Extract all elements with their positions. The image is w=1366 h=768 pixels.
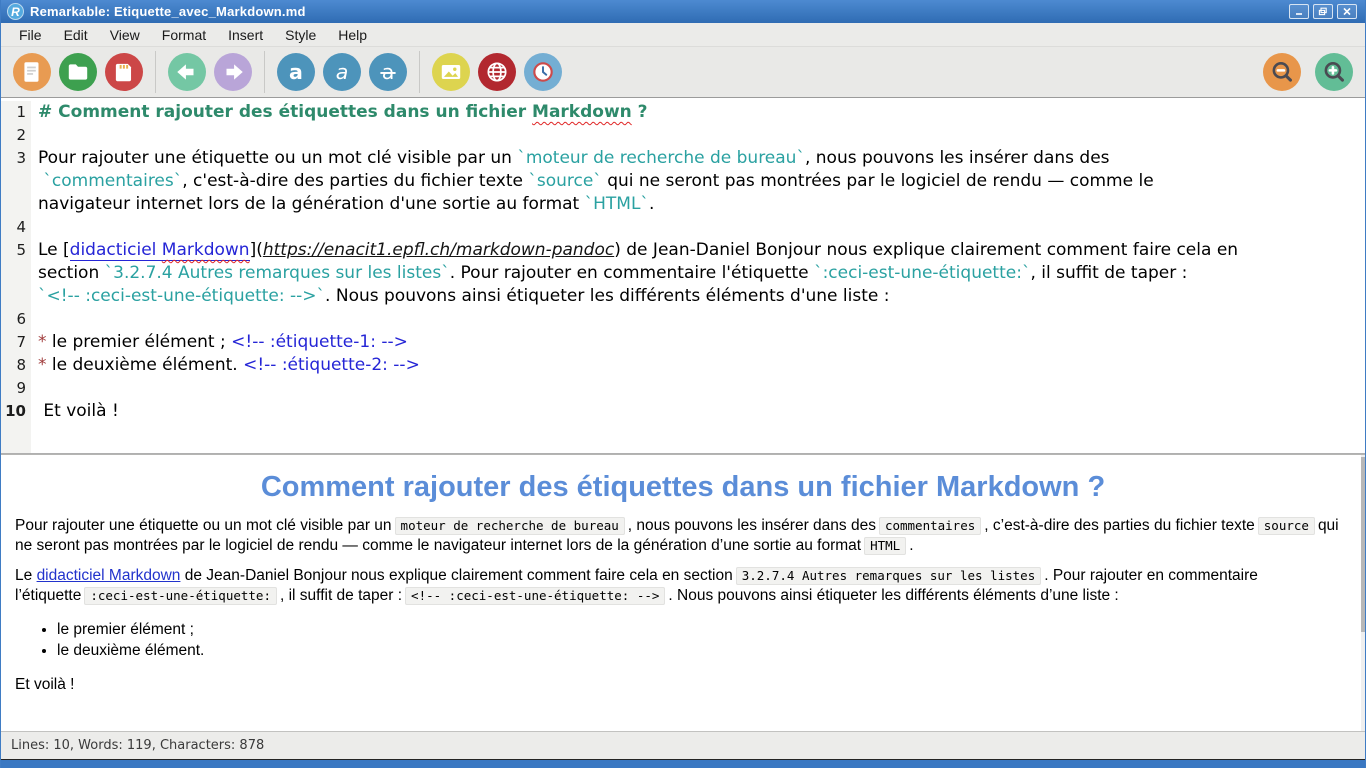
editor-row[interactable] — [1, 377, 1365, 400]
title-bar[interactable] — [1, 0, 1365, 23]
clock-icon — [530, 59, 556, 85]
insert-link-button[interactable] — [478, 53, 516, 91]
editor-row[interactable] — [1, 239, 1365, 262]
toolbar-zoom-group — [1263, 53, 1353, 91]
line-number — [1, 193, 31, 216]
svg-text:a: a — [289, 60, 303, 85]
preview-paragraph: Pour rajouter une étiquette ou un mot clé visible par un moteur de recherche de bureau , nous pouvons les insérer dans des commentaires , c’est-à-dire des parties du fichier texte source qui ne seront pas montrées par le logiciel de rendu — comme le navigateur internet lors de la génération d’une sortie au format HTML . — [15, 517, 1339, 554]
preview-pane — [1, 454, 1365, 731]
editor-row[interactable] — [1, 354, 1365, 377]
menu-item-style[interactable]: Style — [285, 26, 317, 43]
open-folder-icon — [65, 59, 91, 85]
insert-image-button[interactable] — [432, 53, 470, 91]
editor-row[interactable] — [1, 285, 1365, 308]
line-number: 4 — [1, 216, 31, 239]
editor-line-text — [31, 124, 38, 147]
line-number: 10 — [1, 400, 31, 423]
editor-row[interactable] — [1, 331, 1365, 354]
preview-list-item: • le deuxième élément. — [57, 641, 1351, 661]
redo-button[interactable] — [214, 53, 252, 91]
editor-row[interactable] — [1, 400, 1365, 423]
editor-filler[interactable] — [1, 423, 1365, 453]
maximize-button[interactable] — [1313, 4, 1333, 19]
zoom-in-button[interactable] — [1315, 53, 1353, 91]
arrow-left-icon — [174, 59, 200, 85]
line-number: 6 — [1, 308, 31, 331]
preview-closing: Et voilà ! — [15, 676, 75, 693]
editor-line-text — [31, 308, 38, 331]
preview-body — [15, 516, 1351, 606]
editor-row[interactable] — [1, 262, 1365, 285]
bold-a-icon — [283, 59, 309, 85]
preview-scrollbar-thumb[interactable] — [1361, 457, 1365, 632]
preview-list-item: • le premier élément ; — [57, 620, 1351, 640]
minimize-icon — [1294, 7, 1304, 16]
toolbar-separator — [264, 51, 265, 93]
editor-line-text: * le deuxième élément. <!-- :étiquette-2: --> — [38, 355, 420, 375]
italic-button[interactable] — [323, 53, 361, 91]
line-number: 8 — [1, 354, 31, 377]
line-number: 1 — [1, 101, 31, 124]
preview-paragraph: Le didacticiel Markdown de Jean-Daniel Bonjour nous explique clairement comment faire cela en section 3.2.7.4 Autres remarques sur les listes . Pour rajouter en commentaire l’étiquette :ceci-est-une-étiquette: , il suffit de taper : <!-- :ceci-est-une-étiquette: --> . Nous pouvons ainsi étiqueter les différents éléments d’une liste : — [15, 567, 1258, 604]
editor-line-text: Le [didacticiel Markdown](https://enacit1.epfl.ch/markdown-pandoc) de Jean-Daniel Bonjour nous explique clairement comment faire cela en — [38, 240, 1239, 260]
editor-row[interactable] — [1, 216, 1365, 239]
save-file-button[interactable] — [105, 53, 143, 91]
insert-timestamp-button[interactable] — [524, 53, 562, 91]
toolbar-group — [168, 53, 252, 91]
strike-a-icon — [375, 59, 401, 85]
menu-item-file[interactable]: File — [19, 26, 42, 43]
zoom-in-icon — [1321, 59, 1347, 85]
line-number: 5 — [1, 239, 31, 262]
menu-item-view[interactable]: View — [109, 26, 140, 43]
editor-row[interactable] — [1, 170, 1365, 193]
toolbar-group — [13, 53, 143, 91]
editor-pane[interactable] — [1, 97, 1365, 454]
image-icon — [438, 59, 464, 85]
globe-icon — [484, 59, 510, 85]
window-controls — [1289, 4, 1359, 19]
status-text: Lines: 10, Words: 119, Characters: 878 — [11, 738, 265, 753]
line-number: 9 — [1, 377, 31, 400]
toolbar-group — [277, 53, 407, 91]
editor-row[interactable] — [1, 193, 1365, 216]
zoom-out-icon — [1269, 59, 1295, 85]
menu-item-insert[interactable]: Insert — [228, 26, 264, 43]
new-file-button[interactable] — [13, 53, 51, 91]
line-number: 2 — [1, 124, 31, 147]
editor-row[interactable] — [1, 101, 1365, 124]
svg-text:a: a — [335, 60, 349, 85]
toolbar-group — [432, 53, 562, 91]
editor-line-text — [31, 377, 38, 400]
menu-bar — [1, 23, 1365, 47]
window-frame-bottom — [1, 759, 1365, 768]
arrow-right-icon — [220, 59, 246, 85]
editor-line-text: `commentaires`, c'est-à-dire des parties du fichier texte `source` qui ne seront pas montrées par le logiciel de rendu — comme le — [43, 171, 1154, 191]
editor-line-text — [31, 216, 38, 239]
line-number: 7 — [1, 331, 31, 354]
line-number: 3 — [1, 147, 31, 170]
editor-row[interactable] — [1, 308, 1365, 331]
strikethrough-button[interactable] — [369, 53, 407, 91]
italic-a-icon — [329, 59, 355, 85]
menu-item-edit[interactable]: Edit — [63, 26, 88, 43]
editor-line-text: `<!-- :ceci-est-une-étiquette: -->`. Nous pouvons ainsi étiqueter les différents éléments d'une liste : — [38, 286, 890, 306]
minimize-button[interactable] — [1289, 4, 1309, 19]
editor-line-text: * le premier élément ; <!-- :étiquette-1: --> — [38, 332, 408, 352]
close-button[interactable] — [1337, 4, 1357, 19]
close-icon — [1342, 7, 1352, 16]
editor-line-text: Et voilà ! — [38, 401, 119, 421]
status-bar — [1, 731, 1365, 759]
toolbar-separator — [419, 51, 420, 93]
preview-list — [39, 620, 1351, 661]
line-number-gutter — [1, 423, 31, 453]
open-file-button[interactable] — [59, 53, 97, 91]
line-number — [1, 170, 31, 193]
undo-button[interactable] — [168, 53, 206, 91]
preview-link[interactable]: didacticiel Markdown — [36, 567, 181, 584]
line-number — [1, 285, 31, 308]
preview-heading: Comment rajouter des étiquettes dans un fichier Markdown ? — [260, 471, 1106, 503]
window-title: Remarkable: Etiquette_avec_Markdown.md — [30, 4, 306, 19]
menu-item-format[interactable]: Format — [161, 26, 207, 43]
maximize-icon — [1318, 7, 1328, 16]
toolbar-separator — [155, 51, 156, 93]
toolbar — [1, 47, 1365, 97]
editor-row[interactable] — [1, 124, 1365, 147]
editor-line-text: navigateur internet lors de la génération d'une sortie au format `HTML`. — [38, 194, 655, 214]
save-card-icon — [111, 59, 137, 85]
editor-line-text: Pour rajouter une étiquette ou un mot clé visible par un `moteur de recherche de bureau`, nous pouvons les insérer dans des — [38, 148, 1110, 168]
editor-line-text: section `3.2.7.4 Autres remarques sur les listes`. Pour rajouter en commentaire l'étiquette `:ceci-est-une-étiquette:`, il suffit de taper : — [38, 263, 1188, 283]
menu-item-help[interactable]: Help — [338, 26, 368, 43]
editor-row[interactable] — [1, 147, 1365, 170]
new-document-icon — [19, 59, 45, 85]
bold-button[interactable] — [277, 53, 315, 91]
app-logo-icon: R — [7, 3, 24, 20]
preview-scrollbar[interactable] — [1361, 455, 1365, 731]
zoom-out-button[interactable] — [1263, 53, 1301, 91]
line-number — [1, 262, 31, 285]
editor-line-text: # Comment rajouter des étiquettes dans un fichier Markdown ? — [38, 102, 648, 122]
